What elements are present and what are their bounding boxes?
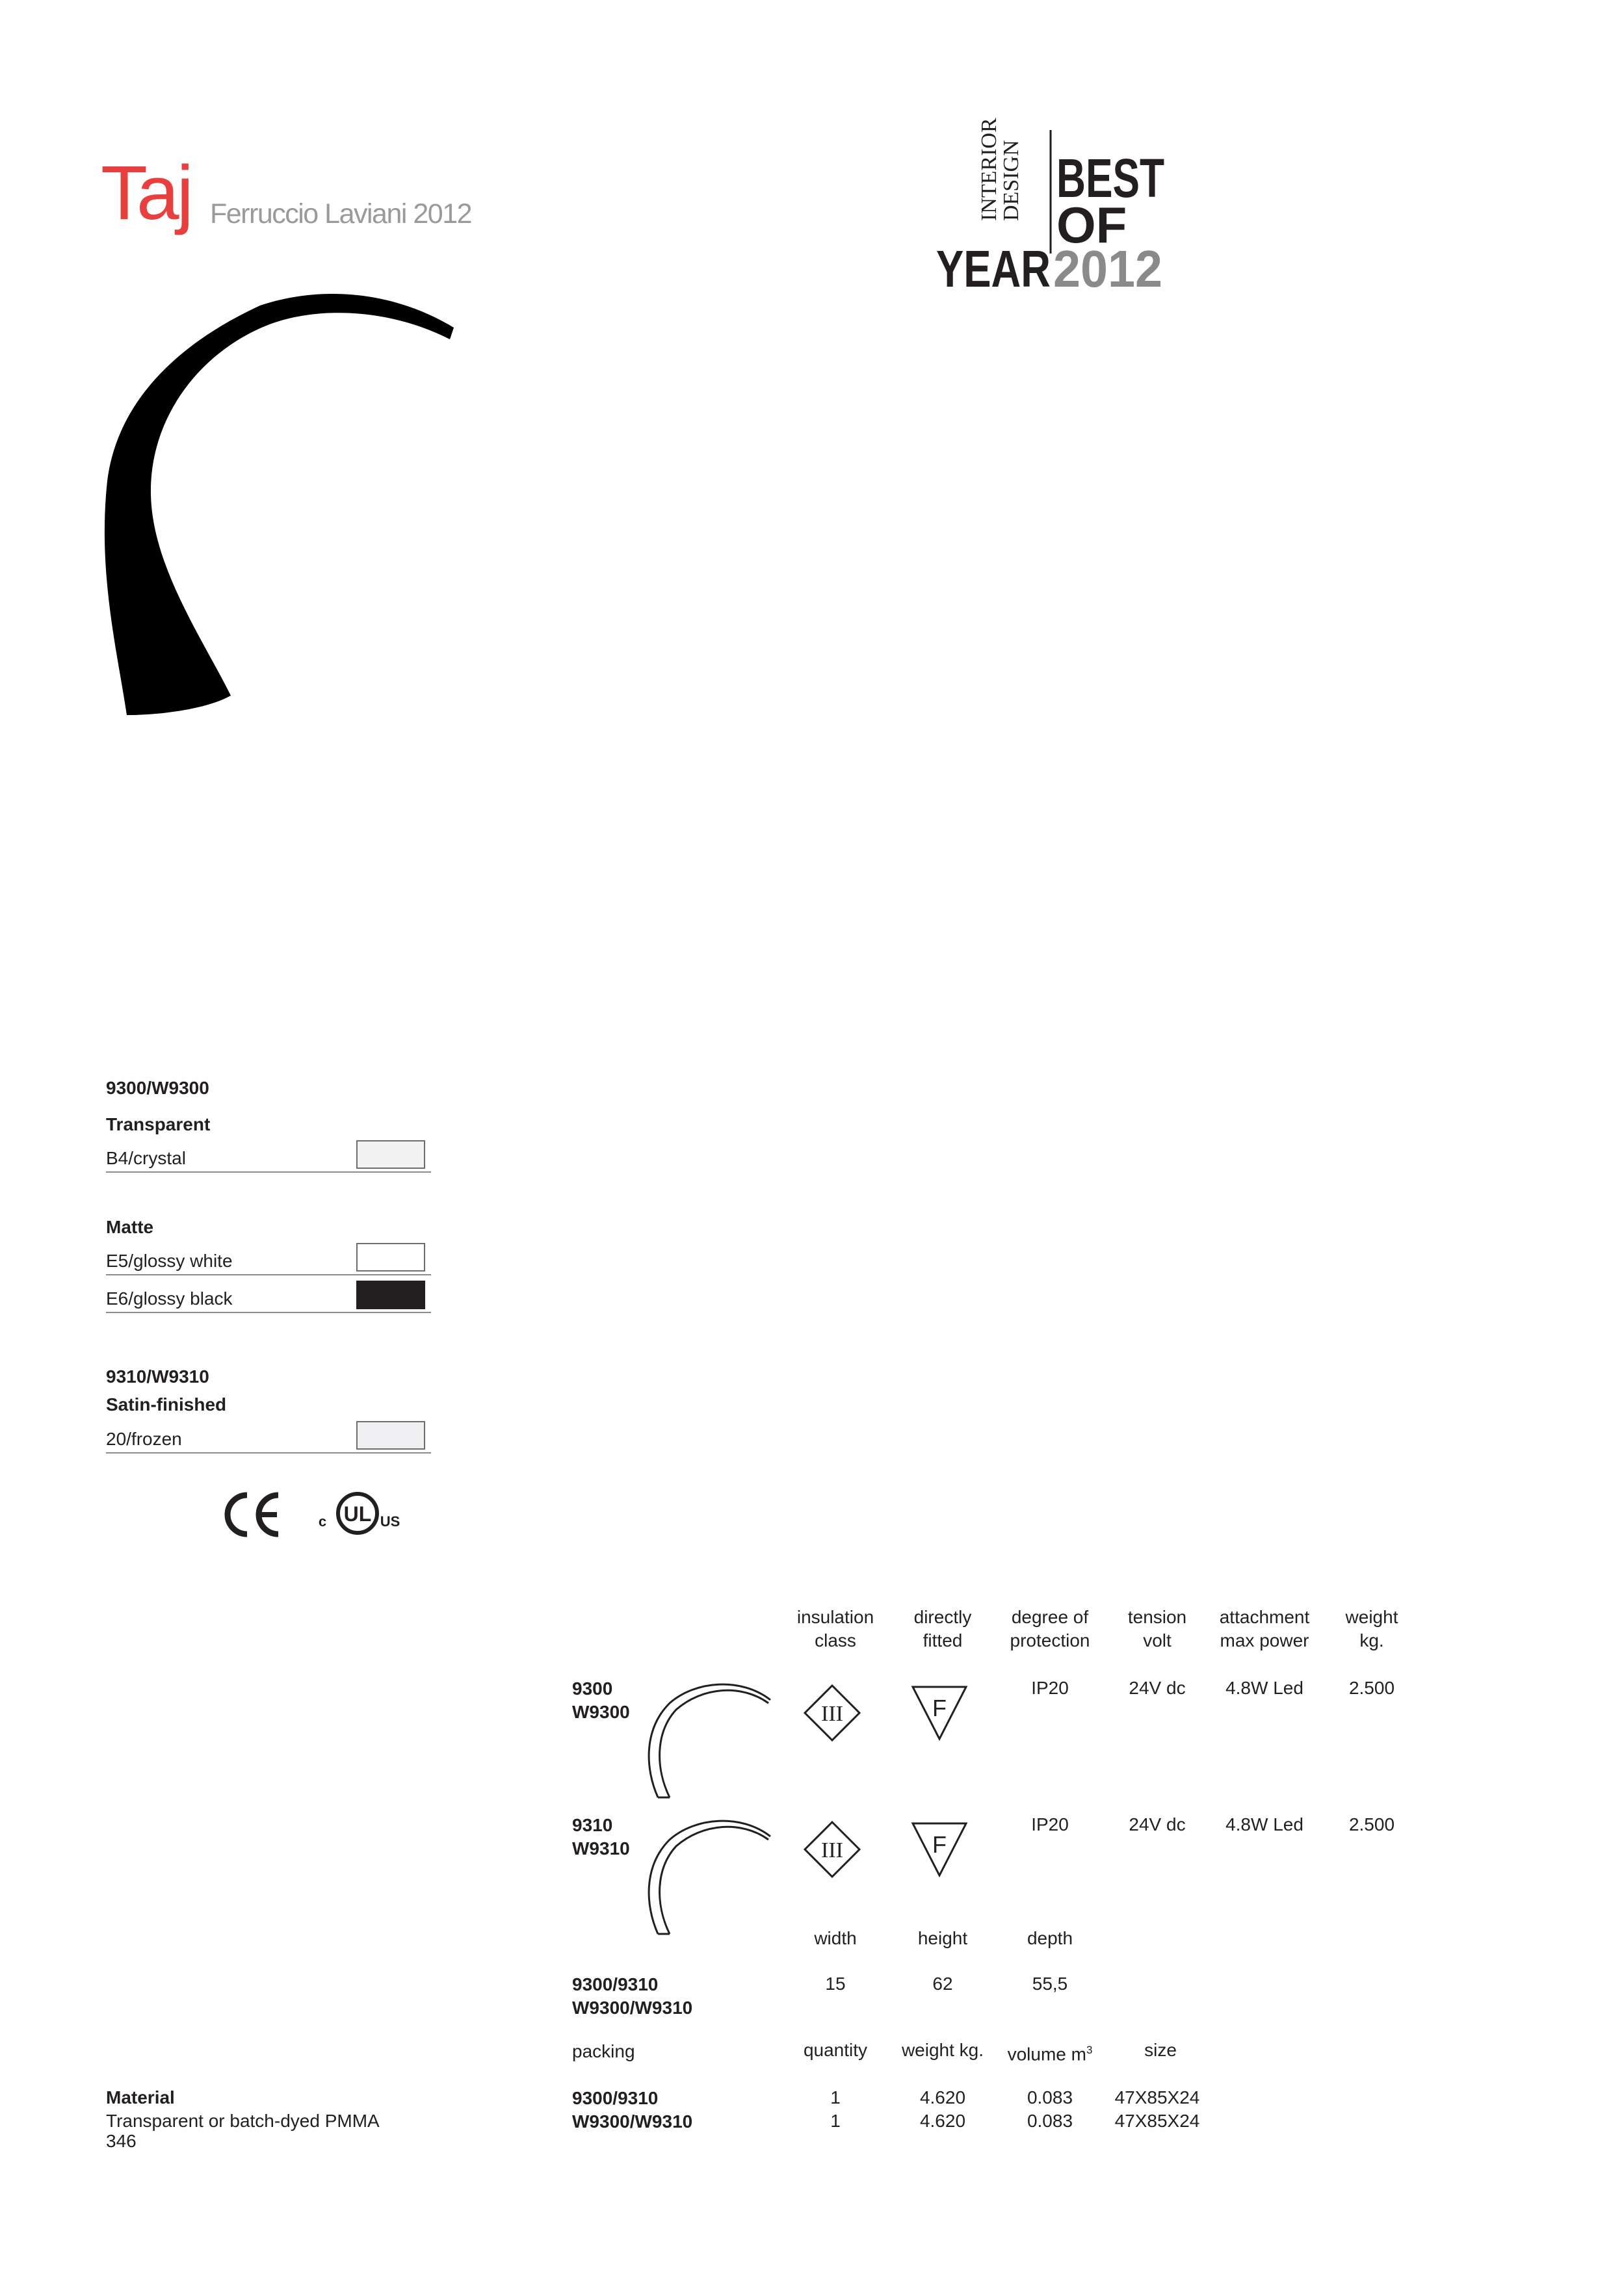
finish-frozen-label: 20/frozen <box>106 1429 182 1449</box>
lamp-outline-icon <box>644 1814 774 1937</box>
header-protection-line1: degree of <box>1011 1607 1089 1627</box>
dim-codes <box>572 1973 692 2020</box>
ul-us-text: US <box>380 1513 400 1530</box>
ul-c-text: c <box>318 1513 327 1530</box>
award-interior-text: INTERIOR <box>977 118 1001 221</box>
finish-row-b4 <box>106 1140 431 1173</box>
header-fitted-line1: directly <box>913 1607 972 1627</box>
finish-group-code-2: 9310/W9310 <box>106 1366 209 1387</box>
header-attachment-power <box>1196 1606 1333 1652</box>
spec-row-1-code2: W9300 <box>572 1702 630 1722</box>
class-iii-icon <box>803 1684 861 1742</box>
pack-header-volume-sup: 3 <box>1086 2044 1093 2056</box>
spec-row-1-power: 4.8W Led <box>1225 1678 1303 1698</box>
finish-row-e5 <box>106 1243 431 1275</box>
header-volt-line2: volt <box>1143 1630 1172 1650</box>
pack-row-2-quantity: 1 <box>830 2111 841 2131</box>
spec-row-2-volt: 24V dc <box>1129 1814 1186 1834</box>
spec-row-1-volt: 24V dc <box>1129 1678 1186 1698</box>
dim-width-value: 15 <box>825 1974 846 1994</box>
pack-row-2-volume: 0.083 <box>1027 2111 1073 2131</box>
class-iii-text: III <box>821 1838 843 1862</box>
dim-header-depth: depth <box>1027 1928 1073 1948</box>
header-insulation-line2: class <box>815 1630 856 1650</box>
f-mark-icon <box>910 1684 969 1742</box>
pack-row-2-size: 47X85X24 <box>1114 2111 1200 2131</box>
pack-row-1-size: 47X85X24 <box>1114 2087 1200 2107</box>
pack-row-1-quantity: 1 <box>830 2087 841 2107</box>
material-title: Material <box>106 2087 175 2107</box>
swatch-black <box>356 1281 425 1309</box>
page-number: 346 <box>106 2131 137 2151</box>
finish-b4-label: B4/crystal <box>106 1148 186 1168</box>
finish-e5-label: E5/glossy white <box>106 1251 233 1271</box>
spec-row-2-power: 4.8W Led <box>1225 1814 1303 1834</box>
pack-header-volume-text: volume m <box>1007 2044 1086 2065</box>
finish-satin-title: Satin-finished <box>106 1394 227 1415</box>
header-volt-line1: tension <box>1127 1607 1187 1627</box>
pack-row-1-weight: 4.620 <box>919 2087 966 2107</box>
pack-header-volume <box>985 2039 1115 2065</box>
ce-mark-icon <box>221 1489 286 1541</box>
spec-row-1-weight: 2.500 <box>1348 1678 1395 1698</box>
pack-header-weight: weight kg. <box>901 2040 984 2060</box>
f-mark-icon <box>910 1820 969 1879</box>
header-weight <box>1313 1606 1430 1652</box>
pack-row-2-weight: 4.620 <box>919 2111 966 2131</box>
header-power-line2: max power <box>1220 1630 1309 1650</box>
header-protection-line2: protection <box>1010 1630 1090 1650</box>
award-of-text: OF <box>1056 196 1127 254</box>
award-year-text: YEAR <box>936 240 1051 298</box>
pack-row-1-code: 9300/9310 <box>572 2088 659 2108</box>
finish-row-e6 <box>106 1281 431 1313</box>
finish-matte-title: Matte <box>106 1217 154 1237</box>
header-degree-protection <box>985 1606 1115 1652</box>
finish-e6-label: E6/glossy black <box>106 1288 233 1309</box>
ul-mark-text: UL <box>343 1502 372 1526</box>
spec-row-1-code <box>572 1677 630 1724</box>
product-title: Taj <box>101 150 191 236</box>
header-power-line1: attachment <box>1219 1607 1310 1627</box>
header-insulation-class <box>774 1606 897 1652</box>
finish-group-code-1: 9300/W9300 <box>106 1078 209 1098</box>
pack-header-quantity: quantity <box>803 2040 868 2060</box>
award-logo <box>936 118 1170 298</box>
dim-code1: 9300/9310 <box>572 1974 659 1994</box>
designer-credit: Ferruccio Laviani 2012 <box>210 198 472 229</box>
spec-row-1-protection: IP20 <box>1031 1678 1069 1698</box>
spec-row-2-weight: 2.500 <box>1348 1814 1395 1834</box>
award-best-text: BEST <box>1056 148 1164 209</box>
spec-row-1-code1: 9300 <box>572 1678 613 1699</box>
f-mark-text: F <box>932 1831 947 1858</box>
finish-transparent-title: Transparent <box>106 1114 211 1134</box>
dim-height-value: 62 <box>932 1974 953 1994</box>
pack-header-size: size <box>1144 2040 1177 2060</box>
dim-header-width: width <box>814 1928 857 1948</box>
header-insulation-line1: insulation <box>796 1607 874 1627</box>
header-weight-line2: kg. <box>1359 1630 1384 1650</box>
spec-row-2-code2: W9310 <box>572 1838 630 1859</box>
material-value: Transparent or batch-dyed PMMA <box>106 2111 380 2131</box>
f-mark-text: F <box>932 1695 947 1721</box>
class-iii-icon <box>803 1820 861 1879</box>
ul-mark-icon <box>317 1489 402 1541</box>
pack-row-1-volume: 0.083 <box>1027 2087 1073 2107</box>
swatch-white <box>356 1243 425 1272</box>
packing-label: packing <box>572 2041 635 2061</box>
dim-code2: W9300/W9310 <box>572 1998 693 2018</box>
swatch-crystal <box>356 1140 425 1169</box>
spec-row-2-code <box>572 1814 630 1860</box>
lamp-outline-icon <box>644 1677 774 1801</box>
class-iii-text: III <box>821 1702 843 1726</box>
spec-row-2-protection: IP20 <box>1031 1814 1069 1834</box>
header-weight-line1: weight <box>1345 1607 1398 1627</box>
dim-header-height: height <box>917 1928 968 1948</box>
swatch-frozen <box>356 1421 425 1450</box>
spec-row-2-code1: 9310 <box>572 1815 613 1835</box>
lamp-silhouette <box>98 286 501 728</box>
header-fitted-line2: fitted <box>923 1630 963 1650</box>
award-design-text: DESIGN <box>999 140 1023 221</box>
finish-row-frozen <box>106 1421 431 1454</box>
dim-depth-value: 55,5 <box>1032 1974 1068 1994</box>
award-year-number: 2012 <box>1053 240 1162 298</box>
pack-row-2-code: W9300/W9310 <box>572 2111 693 2132</box>
